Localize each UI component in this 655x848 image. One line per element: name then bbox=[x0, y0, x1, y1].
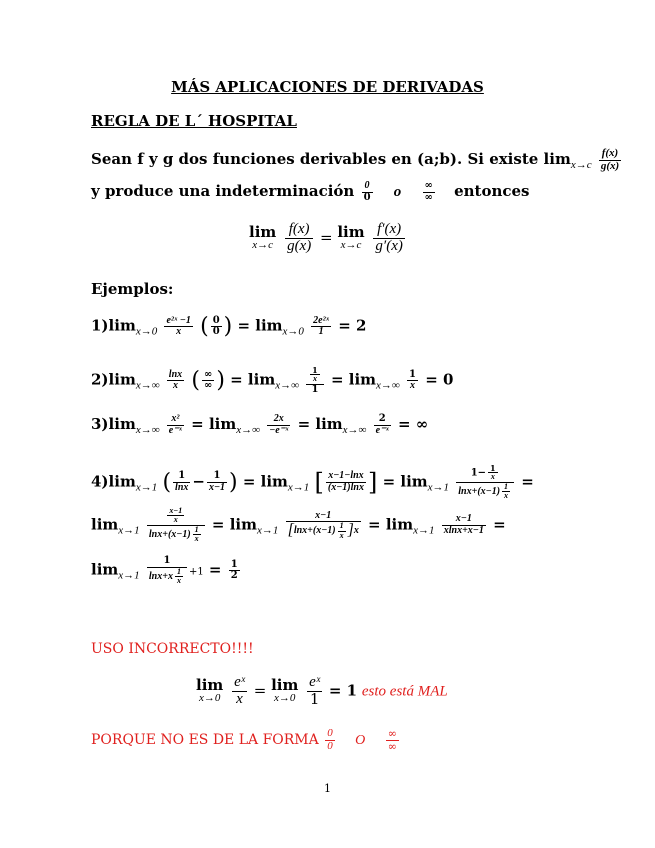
plus-one: +1 bbox=[188, 566, 204, 578]
lim-subscript: x→1 bbox=[118, 524, 140, 537]
lim-subscript: x→∞ bbox=[135, 379, 160, 392]
inf-over-inf bbox=[423, 181, 435, 203]
equals: = bbox=[253, 681, 267, 700]
entonces-label: entonces bbox=[454, 182, 530, 200]
inner-fraction bbox=[488, 464, 498, 482]
example-4-line-3: $\lim_{x\to 1}$ 1 lnx+x $\frac{1}{x}$ +1 = $\frac{1}{2}$ bbox=[91, 555, 238, 585]
numerator: 1 bbox=[490, 463, 496, 473]
lim-word: lim bbox=[260, 472, 288, 491]
fraction-3 bbox=[456, 464, 514, 501]
den-text: lnx+(x−1) bbox=[148, 528, 191, 540]
fraction-ex-1 bbox=[307, 675, 322, 708]
denominator: 0 bbox=[363, 191, 371, 203]
denominator: ∞ bbox=[387, 739, 397, 753]
indeterminate bbox=[211, 316, 222, 338]
den-text: lnx+(x−1) bbox=[458, 485, 501, 497]
lim-word: lim bbox=[271, 676, 299, 695]
lim-subscript: x→∞ bbox=[376, 379, 400, 392]
fraction-6 bbox=[442, 514, 486, 536]
denominator: 0 bbox=[327, 739, 333, 752]
denominator: x bbox=[236, 690, 243, 707]
num-text: 1− bbox=[470, 467, 487, 479]
lim-subscript: x→∞ bbox=[236, 424, 260, 436]
lim-word: lim bbox=[91, 515, 119, 534]
fraction-2 bbox=[306, 366, 324, 395]
lim-subscript: x→1 bbox=[118, 569, 140, 582]
denominator bbox=[286, 522, 361, 540]
denominator: g′(x) bbox=[375, 237, 403, 254]
lim-subscript: x→∞ bbox=[275, 379, 299, 392]
fraction-4 bbox=[147, 507, 205, 544]
denominator: x bbox=[339, 530, 344, 540]
example-3: $3)\lim_{x\to\infty}$ $\frac{\text{x²}}{\text{e⁻ˣ}}$ = $\lim_{x\to\infty}$ $\frac{2x}{\text{−e⁻ˣ}}$ = $\lim_{x\to\infty}$ $\frac{2}{\text{e⁻ˣ}}$ = ∞ bbox=[91, 413, 429, 436]
paren-close: ) bbox=[229, 469, 238, 495]
lim-word: lim bbox=[108, 415, 136, 433]
denominator: 2 bbox=[230, 570, 238, 582]
equals: = bbox=[320, 228, 333, 247]
wrong-result: = 1 bbox=[328, 681, 358, 700]
intro-text: Sean f y g dos funciones derivables en (a;b). Si existe bbox=[91, 150, 539, 169]
lim-word: lim bbox=[108, 316, 136, 335]
lim-label: lim bbox=[543, 150, 571, 169]
lim-word: lim bbox=[337, 223, 365, 242]
fraction bbox=[167, 370, 184, 392]
lim-left bbox=[196, 678, 223, 704]
denominator: x bbox=[504, 491, 509, 501]
numerator: f(x) bbox=[599, 148, 621, 161]
lim-word: lim bbox=[196, 676, 224, 695]
example-1: $1)\lim_{x\to 0}$ $\frac{\text{e²ˣ −1}}{x}$ ( $\frac{0}{0}$ ) = $\lim_{x\to 0}$ $\frac{\text{2e²ˣ}}{1}$ = 2 bbox=[91, 314, 367, 339]
denominator: ∞ bbox=[424, 191, 433, 203]
page-title: MÁS APLICACIONES DE DERIVADAS bbox=[171, 78, 484, 96]
inner-fraction bbox=[167, 507, 184, 525]
den-text: lnx+(x−1) bbox=[293, 525, 336, 537]
lim-subscript: x→1 bbox=[427, 481, 450, 494]
numerator: x−1 bbox=[442, 514, 486, 526]
denominator: 1 bbox=[309, 689, 320, 708]
section-heading: REGLA DE L´ HOSPITAL bbox=[91, 112, 297, 130]
example-number: 1) bbox=[91, 316, 109, 335]
lim-subscript: x→1 bbox=[287, 481, 310, 494]
numerator: x−1 bbox=[169, 506, 183, 515]
numerator: 1 bbox=[194, 524, 199, 534]
zero-over-zero bbox=[325, 728, 335, 752]
indeterminate bbox=[202, 370, 214, 392]
zero-over-zero bbox=[362, 181, 373, 203]
denominator: x bbox=[176, 326, 182, 337]
example-4-line-1: $4)\lim_{x\to 1}$ ( $\frac{1}{\ln x}$ − $\frac{1}{x-1}$ ) = $\lim_{x\to 1}$ [ $\frac{x-1-\ln x}{(x-1)\ln x}$ ] = $\lim_{x\to 1}$ 1− $\frac{1}{x}$ lnx+(x−1) $\frac{1}{x}$ = bbox=[91, 463, 534, 501]
lim-word: lim bbox=[229, 515, 257, 534]
denominator bbox=[456, 483, 514, 501]
denominator: (x−1)lnx bbox=[327, 481, 364, 493]
lim-under: x→c bbox=[252, 239, 274, 252]
denominator: lnx bbox=[175, 481, 189, 493]
denominator: 1 bbox=[318, 326, 324, 337]
example-4-line-2: $\lim_{x\to 1}$ $\frac{x-1}{x}$ lnx+(x−1) $\frac{1}{x}$ = $\lim_{x\to 1}$ x−1 [lnx+(x−1) $\frac{1}{x}$ ]x = $\lim_{x\to 1}$ $\frac{x-1}{xlnx+x-1}$ = bbox=[91, 506, 506, 544]
denominator bbox=[147, 526, 205, 544]
fraction bbox=[167, 414, 184, 436]
or-label: o bbox=[393, 184, 402, 200]
numerator: ∞ bbox=[424, 180, 433, 191]
paren-close: ) bbox=[223, 314, 233, 339]
inf-over-inf bbox=[386, 728, 399, 752]
inner-fraction bbox=[310, 366, 320, 384]
inner-fraction bbox=[193, 526, 201, 544]
denominator: x bbox=[173, 515, 178, 525]
numerator: 0 bbox=[212, 314, 220, 326]
denominator: x bbox=[172, 380, 178, 392]
denominator: x bbox=[490, 472, 495, 482]
fraction bbox=[164, 316, 192, 338]
wrong-title: USO INCORRECTO!!!! bbox=[91, 641, 254, 657]
fraction-ex-x bbox=[232, 675, 247, 708]
result: = ∞ bbox=[398, 415, 429, 433]
denominator: e⁻ˣ bbox=[168, 424, 182, 436]
example-number: 3) bbox=[91, 415, 109, 433]
paren-open: ( bbox=[162, 469, 172, 495]
numerator: 0 bbox=[362, 181, 373, 193]
denominator: g(x) bbox=[287, 237, 312, 254]
fraction-7 bbox=[147, 556, 187, 585]
paren-open: ( bbox=[191, 368, 200, 394]
lim-under: x→0 bbox=[198, 692, 221, 705]
denominator: x−1 bbox=[208, 481, 226, 493]
intro-text-2: y produce una indeterminación bbox=[91, 182, 355, 200]
numerator: 1 bbox=[312, 365, 318, 375]
lim-subscript: x→0 bbox=[282, 325, 304, 338]
numerator: e²ˣ −1 bbox=[166, 314, 191, 326]
inner-fraction bbox=[175, 568, 183, 586]
denominator: x bbox=[176, 575, 181, 585]
numerator: lnx bbox=[168, 368, 183, 380]
den-text: lnx+x bbox=[148, 570, 173, 582]
lim-word: lim bbox=[400, 472, 428, 491]
denominator: x bbox=[312, 374, 317, 384]
fraction-2 bbox=[267, 414, 290, 436]
numerator: eˣ bbox=[234, 674, 245, 690]
lim-subscript: x→∞ bbox=[135, 424, 160, 436]
paren-close: ) bbox=[216, 368, 225, 394]
lim-word: lim bbox=[108, 370, 136, 389]
numerator: 1 bbox=[409, 368, 416, 380]
denominator: xlnx+x−1 bbox=[443, 524, 484, 536]
numerator: x² bbox=[167, 414, 184, 426]
fraction-5 bbox=[286, 511, 361, 540]
bracket-fraction bbox=[326, 471, 366, 493]
lim-subscript: x→c bbox=[570, 159, 592, 172]
lim-word: lim bbox=[108, 472, 136, 491]
example-number: 2) bbox=[91, 370, 109, 389]
minus: − bbox=[192, 472, 205, 491]
den-x: x bbox=[353, 525, 359, 537]
fraction-fprime-gprime bbox=[373, 222, 404, 255]
lim-left bbox=[249, 225, 276, 251]
bracket-close: ] bbox=[347, 521, 354, 539]
fraction-2 bbox=[311, 316, 331, 338]
lim-word: lim bbox=[348, 370, 377, 389]
fraction-f-g bbox=[285, 222, 313, 255]
fraction-3 bbox=[407, 370, 418, 392]
numerator: f′(x) bbox=[373, 222, 404, 239]
lim-subscript: x→∞ bbox=[342, 424, 367, 436]
intro-line-1 bbox=[91, 148, 623, 172]
example-number: 4) bbox=[91, 472, 109, 491]
lim-right bbox=[271, 678, 298, 704]
lim-word: lim bbox=[385, 515, 414, 534]
numerator: 1 bbox=[176, 566, 181, 576]
inner-fraction bbox=[502, 483, 510, 501]
bracket-close: ] bbox=[367, 468, 378, 497]
paren-open: ( bbox=[200, 314, 209, 339]
or-label: O bbox=[355, 733, 366, 749]
numerator: 1 bbox=[173, 471, 190, 483]
numerator: 2e²ˣ bbox=[313, 314, 330, 326]
page-number: 1 bbox=[324, 782, 331, 795]
numerator: 1 bbox=[504, 481, 509, 491]
inner-fraction bbox=[338, 522, 346, 540]
lim-subscript: x→0 bbox=[135, 325, 158, 338]
numerator: x−1 bbox=[286, 511, 361, 523]
numerator: 2x bbox=[267, 414, 290, 426]
denominator bbox=[147, 568, 187, 586]
lim-under: x→c bbox=[340, 239, 362, 252]
one-half bbox=[229, 560, 240, 582]
numerator: ∞ bbox=[203, 368, 213, 380]
porque-text: PORQUE NO ES DE LA FORMA bbox=[91, 732, 319, 749]
porque-line bbox=[91, 728, 401, 752]
lim-subscript: x→1 bbox=[256, 524, 279, 537]
numerator bbox=[306, 366, 324, 385]
numerator: f(x) bbox=[285, 222, 313, 239]
numerator: 1 bbox=[230, 558, 238, 570]
result: = 2 bbox=[338, 316, 367, 335]
fraction-3 bbox=[374, 414, 391, 436]
denominator: ∞ bbox=[203, 380, 213, 392]
result: = 0 bbox=[425, 370, 454, 389]
lim-subscript: x→1 bbox=[135, 481, 158, 494]
denominator: 0 bbox=[212, 326, 220, 337]
denominator: e⁻ˣ bbox=[375, 424, 389, 436]
bracket-open: [ bbox=[314, 468, 324, 497]
lhospital-rule bbox=[249, 222, 407, 255]
example-2: $2)\lim_{x\to\infty}$ $\frac{\ln x}{x}$ ( $\frac{\infty}{\infty}$ ) = $\lim_{x\to\infty}$ $\frac{\frac{1}{x}}{1}$ = $\lim_{x\to\infty}$ $\frac{1}{x}$ = 0 bbox=[91, 365, 454, 395]
lim-subscript: x→1 bbox=[413, 524, 435, 537]
fraction-f-over-g bbox=[599, 148, 621, 172]
fraction-1-lnx bbox=[173, 471, 190, 493]
numerator: 1 bbox=[339, 521, 344, 531]
numerator: ∞ bbox=[387, 727, 397, 740]
lim-word: lim bbox=[255, 316, 283, 335]
fraction-1-xm1 bbox=[207, 471, 227, 493]
lim-word: lim bbox=[91, 560, 119, 579]
lim-word: lim bbox=[208, 415, 237, 433]
numerator bbox=[456, 464, 514, 483]
numerator: 1 bbox=[207, 471, 227, 483]
numerator bbox=[147, 507, 205, 526]
intro-line-2 bbox=[91, 181, 530, 203]
lim-word: lim bbox=[247, 370, 276, 389]
numerator: 2 bbox=[374, 414, 391, 426]
lim-under: x→0 bbox=[274, 692, 296, 705]
numerator: eˣ bbox=[309, 674, 321, 690]
denominator: −e⁻ˣ bbox=[269, 424, 289, 436]
numerator: x−1−lnx bbox=[326, 471, 366, 483]
denominator: 1 bbox=[311, 383, 319, 395]
bracket-open: [ bbox=[287, 521, 294, 539]
lim-right bbox=[337, 225, 364, 251]
denominator: g(x) bbox=[600, 159, 620, 172]
denominator: x bbox=[194, 534, 199, 544]
numerator: 0 bbox=[327, 727, 333, 739]
wrong-example bbox=[196, 675, 448, 708]
numerator: 1 bbox=[147, 556, 187, 568]
lim-word: lim bbox=[315, 415, 343, 433]
lim-word: lim bbox=[249, 223, 277, 242]
denominator: x bbox=[410, 380, 415, 392]
examples-label: Ejemplos: bbox=[91, 280, 174, 298]
wrong-note: esto está MAL bbox=[361, 683, 448, 700]
